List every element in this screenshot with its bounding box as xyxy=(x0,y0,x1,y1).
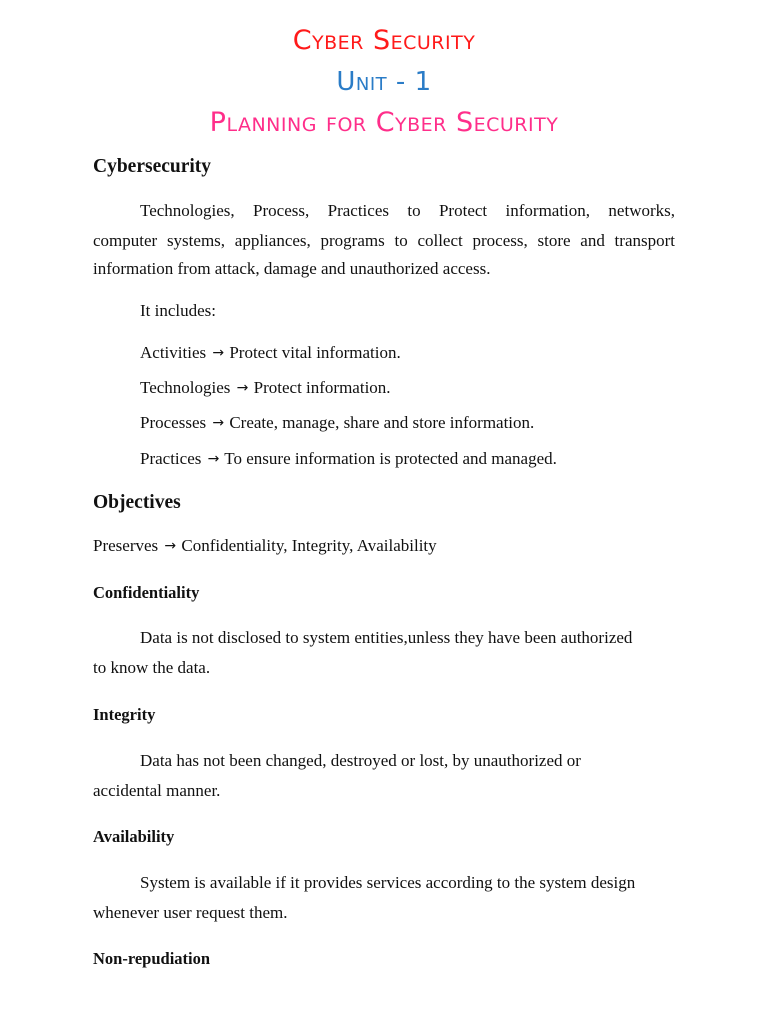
arrow-right-icon: → xyxy=(236,380,249,396)
non-repudiation-heading: Non-repudiation xyxy=(93,949,211,968)
arrow-right-icon: → xyxy=(207,451,220,467)
includes-desc: Protect information. xyxy=(253,378,391,397)
objectives-preserves xyxy=(93,535,437,558)
includes-term: Practices xyxy=(140,449,202,468)
chapter-title: Planning for Cyber Security xyxy=(209,107,559,138)
arrow-right-icon: → xyxy=(164,538,177,554)
definition-line-3: information from attack, damage and unauthorized access. xyxy=(93,259,491,278)
definition-line-1: Technologies, Process, Practices to Protect information, networks, xyxy=(140,201,675,220)
includes-term: Activities xyxy=(140,343,207,362)
cybersecurity-heading: Cybersecurity xyxy=(93,156,212,177)
availability-line-1: System is available if it provides services according to the system design xyxy=(140,873,636,892)
availability-heading: Availability xyxy=(93,827,175,846)
integrity-line-2: accidental manner. xyxy=(93,781,221,800)
preserves-term: Preserves xyxy=(93,536,159,555)
includes-term: Technologies xyxy=(140,378,231,397)
confidentiality-line-1: Data is not disclosed to system entities,unless they have been authorized xyxy=(140,628,633,647)
integrity-line-1: Data has not been changed, destroyed or lost, by unauthorized or xyxy=(140,751,581,770)
objectives-heading: Objectives xyxy=(93,492,181,513)
availability-line-2: whenever user request them. xyxy=(93,903,288,922)
includes-term: Processes xyxy=(140,413,207,432)
arrow-right-icon: → xyxy=(212,345,225,361)
includes-item-activities xyxy=(140,342,401,365)
document-title: Cyber Security xyxy=(292,25,476,56)
includes-desc: Create, manage, share and store information. xyxy=(229,413,535,432)
includes-item-technologies xyxy=(140,377,391,400)
confidentiality-line-2: to know the data. xyxy=(93,658,211,677)
integrity-heading: Integrity xyxy=(93,705,156,724)
includes-desc: To ensure information is protected and managed. xyxy=(224,449,557,468)
includes-label: It includes: xyxy=(140,301,217,320)
confidentiality-heading: Confidentiality xyxy=(93,583,200,602)
definition-line-2: computer systems, appliances, programs to collect process, store and transport xyxy=(93,231,675,250)
unit-label: Unit - 1 xyxy=(336,67,432,97)
includes-item-processes xyxy=(140,412,534,435)
includes-item-practices xyxy=(140,448,557,471)
preserves-desc: Confidentiality, Integrity, Availability xyxy=(181,536,437,555)
includes-desc: Protect vital information. xyxy=(229,343,401,362)
arrow-right-icon: → xyxy=(212,415,225,431)
